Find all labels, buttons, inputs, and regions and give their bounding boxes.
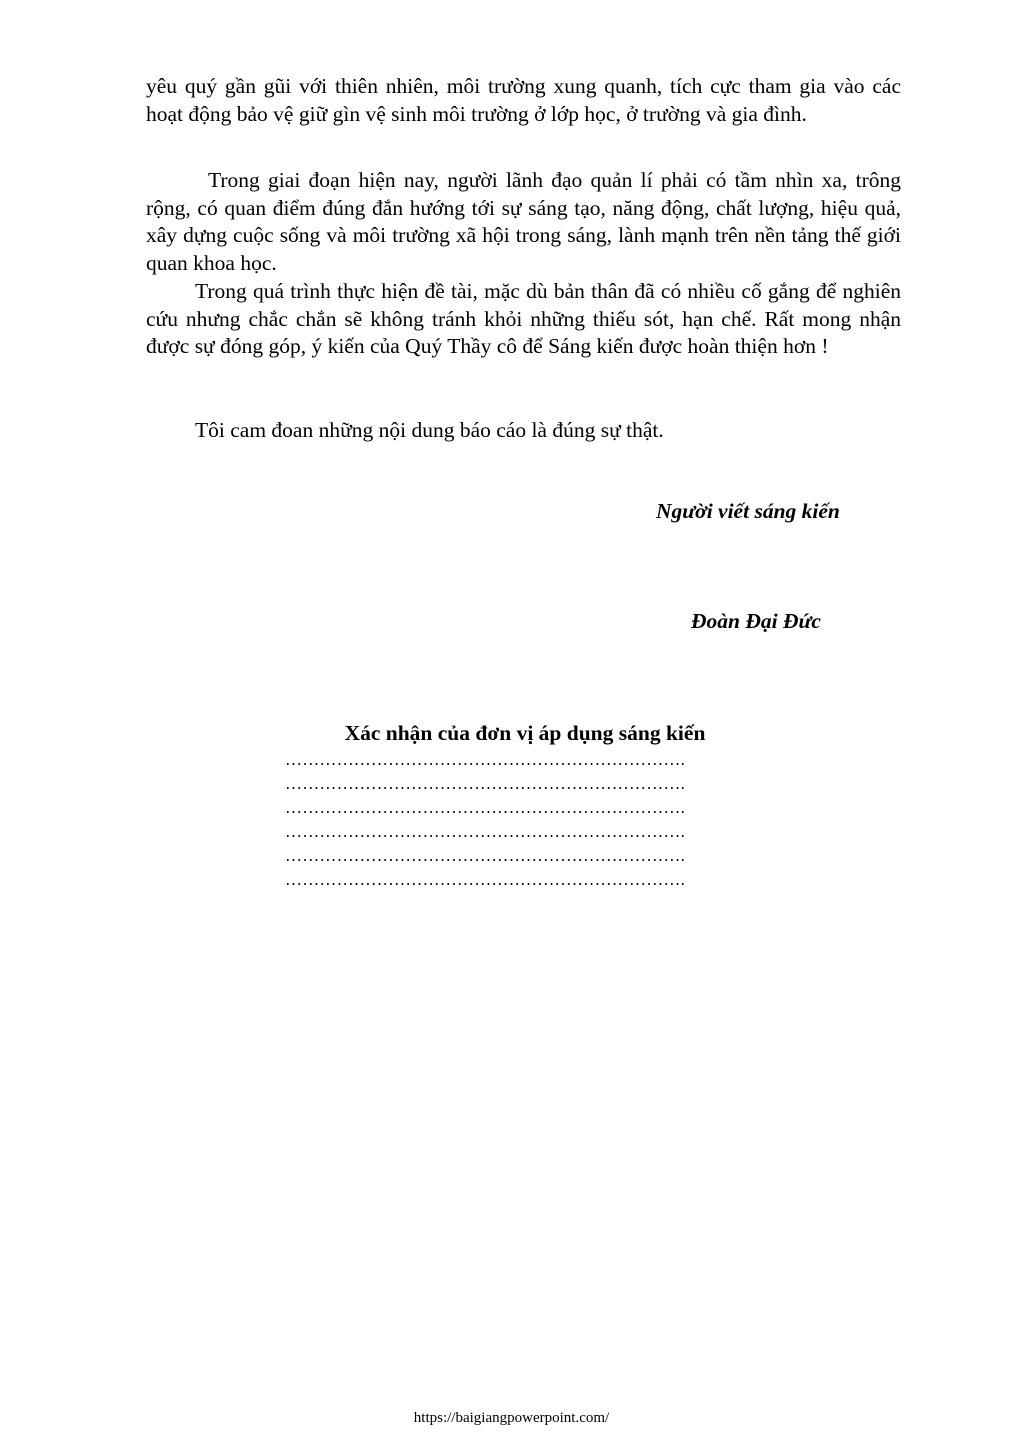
- signature-name: Đoàn Đại Đức: [691, 609, 821, 633]
- confirmation-dotted-line: …………………………………………………………….: [285, 822, 686, 841]
- paragraph-declaration: Tôi cam đoan những nội dung báo cáo là đúng sự thật.: [195, 418, 664, 442]
- confirmation-section: [285, 718, 765, 892]
- confirmation-dotted-line: …………………………………………………………….: [285, 798, 686, 817]
- signature-role: Người viết sáng kiến: [656, 499, 840, 523]
- confirmation-dotted-line: …………………………………………………………….: [285, 870, 686, 889]
- confirmation-dotted-line: …………………………………………………………….: [285, 846, 686, 865]
- paragraph-environment: yêu quý gần gũi với thiên nhiên, môi trường xung quanh, tích cực tham gia vào các hoạt động bảo vệ giữ gìn vệ sinh môi trường ở lớp học, ở trường và gia đình.: [146, 74, 901, 126]
- confirmation-dotted-line: …………………………………………………………….: [285, 750, 686, 769]
- paragraph-acknowledgement: Trong quá trình thực hiện đề tài, mặc dù bản thân đã có nhiều cố gắng để nghiên cứu nhưng chắc chắn sẽ không tránh khỏi những thiếu sót, hạn chế. Rất mong nhận được sự đóng góp, ý kiến của Quý Thầy cô để Sáng kiến được hoàn thiện hơn !: [146, 279, 901, 358]
- confirmation-dotted-line: …………………………………………………………….: [285, 774, 686, 793]
- confirmation-title: Xác nhận của đơn vị áp dụng sáng kiến: [344, 721, 706, 745]
- paragraph-leadership: Trong giai đoạn hiện nay, người lãnh đạo quản lí phải có tầm nhìn xa, trông rộng, có quan điểm đúng đắn hướng tới sự sáng tạo, năng động, chất lượng, hiệu quả, xây dựng cuộc sống và môi trường xã hội trong sáng, lành mạnh trên nền tảng thế giới quan khoa học.: [146, 168, 901, 275]
- footer-url[interactable]: https://baigiangpowerpoint.com/: [413, 1410, 610, 1426]
